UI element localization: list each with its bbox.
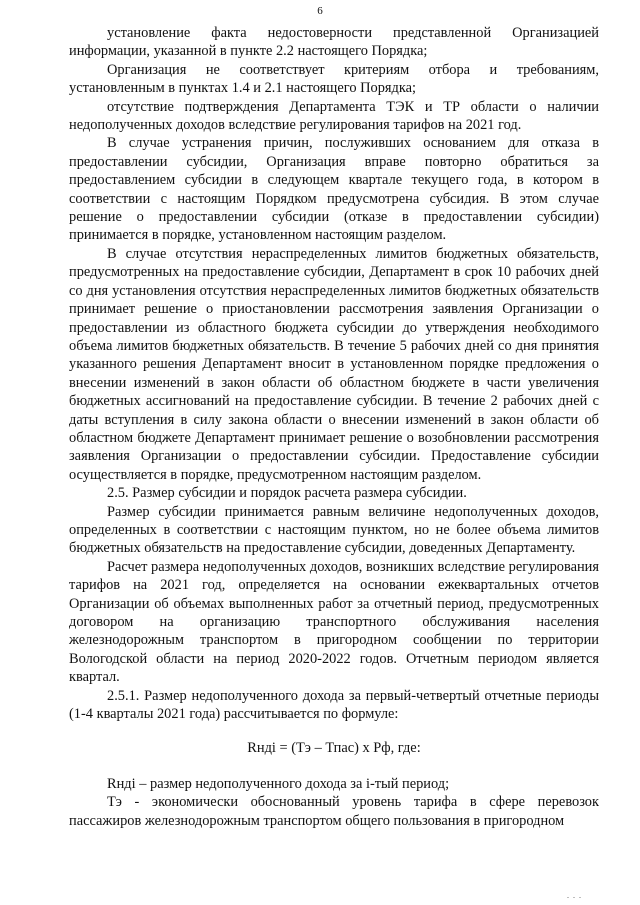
paragraph: 2.5.1. Размер недополученного дохода за первый-четвертый отчетные периоды (1-4 кварталы 2021 года) рассчитывается по формуле: [69,687,599,723]
formula: Rндi = (Тэ – Тпас) х Рф, где: [247,740,421,757]
paragraph: Организация не соответствует критериям отбора и требованиям, установленным в пунктах 1.4 и 2.1 настоящего Порядка; [69,61,599,97]
paragraph: установление факта недостоверности представленной Организацией информации, указанной в пункте 2.2 настоящего Порядка; [69,25,599,60]
page-number: 6 [317,5,323,17]
definition: Rндi – размер недополученного дохода за i-тый период; [107,775,450,792]
document-body [69,24,599,830]
paragraph: отсутствие подтверждения Департамента ТЭК и ТР области о наличии недополученных доходов вследствие регулирования тарифов на 2021 год. [69,98,599,134]
paragraph: В случае отсутствия нераспределенных лимитов бюджетных обязательств, предусмотренных на предоставление субсидии, Департамент в срок 10 рабочих дней со дня установления отсутствия нераспределенных лимитов бюджетных обязательств принимает решение о приостановлении рассмотрения заявления Организации о предоставлении из областного бюджета субсидии до утверждения необходимого объема лимитов бюджетных обязательств. В течение 5 рабочих дней со дня принятия указанного решения Департамент вносит в установленном порядке предложения о внесении изменений в закон области об областном бюджете в части увеличения бюджетных ассигнований на предоставление субсидии. В течение 2 рабочих дней с даты вступления в силу закона области о внесении изменений в закон области об областном бюджете Департамент принимает решение о возобновлении рассмотрения заявления Организации о предоставлении субсидии. Предоставление субсидии осуществляется в порядке, предусмотренном настоящим разделом. [69,245,599,483]
definition: Тэ - экономически обоснованный уровень тарифа в сфере перевозок пассажиров железнодорожным транспортом общего пользования в пригородном [69,794,599,829]
paragraph: В случае устранения причин, послуживших основанием для отказа в предоставлении субсидии, Организация вправе повторно обратиться за предоставлением субсидии в следующем квартале текущего года, в котором в соответствии с настоящим Порядком предусмотрена субсидия. В этом случае решение о предоставлении субсидии (отказе в предоставлении субсидии) принимается в порядке, установленном настоящим разделом. [69,135,599,244]
paragraph: Расчет размера недополученных доходов, возникших вследствие регулирования тарифов на 2021 год, определяется на основании ежеквартальных отчетов Организации об объемах выполненных работ за отчетный период, предусмотренных договором на организацию транспортного обслуживания населения железнодорожным транспортом в пригородном сообщении по территории Вологодской области на период 2020-2022 годов. Отчетным периодом является квартал. [69,558,599,686]
paragraph: Размер субсидии принимается равным величине недополученных доходов, определенных в соответствии с настоящим пунктом, но не более объема лимитов бюджетных обязательств на предоставление субсидии, доведенных Департаменту. [69,503,599,557]
section-heading: 2.5. Размер субсидии и порядок расчета размера субсидии. [107,485,467,502]
scan-mark: . . . [567,891,582,900]
